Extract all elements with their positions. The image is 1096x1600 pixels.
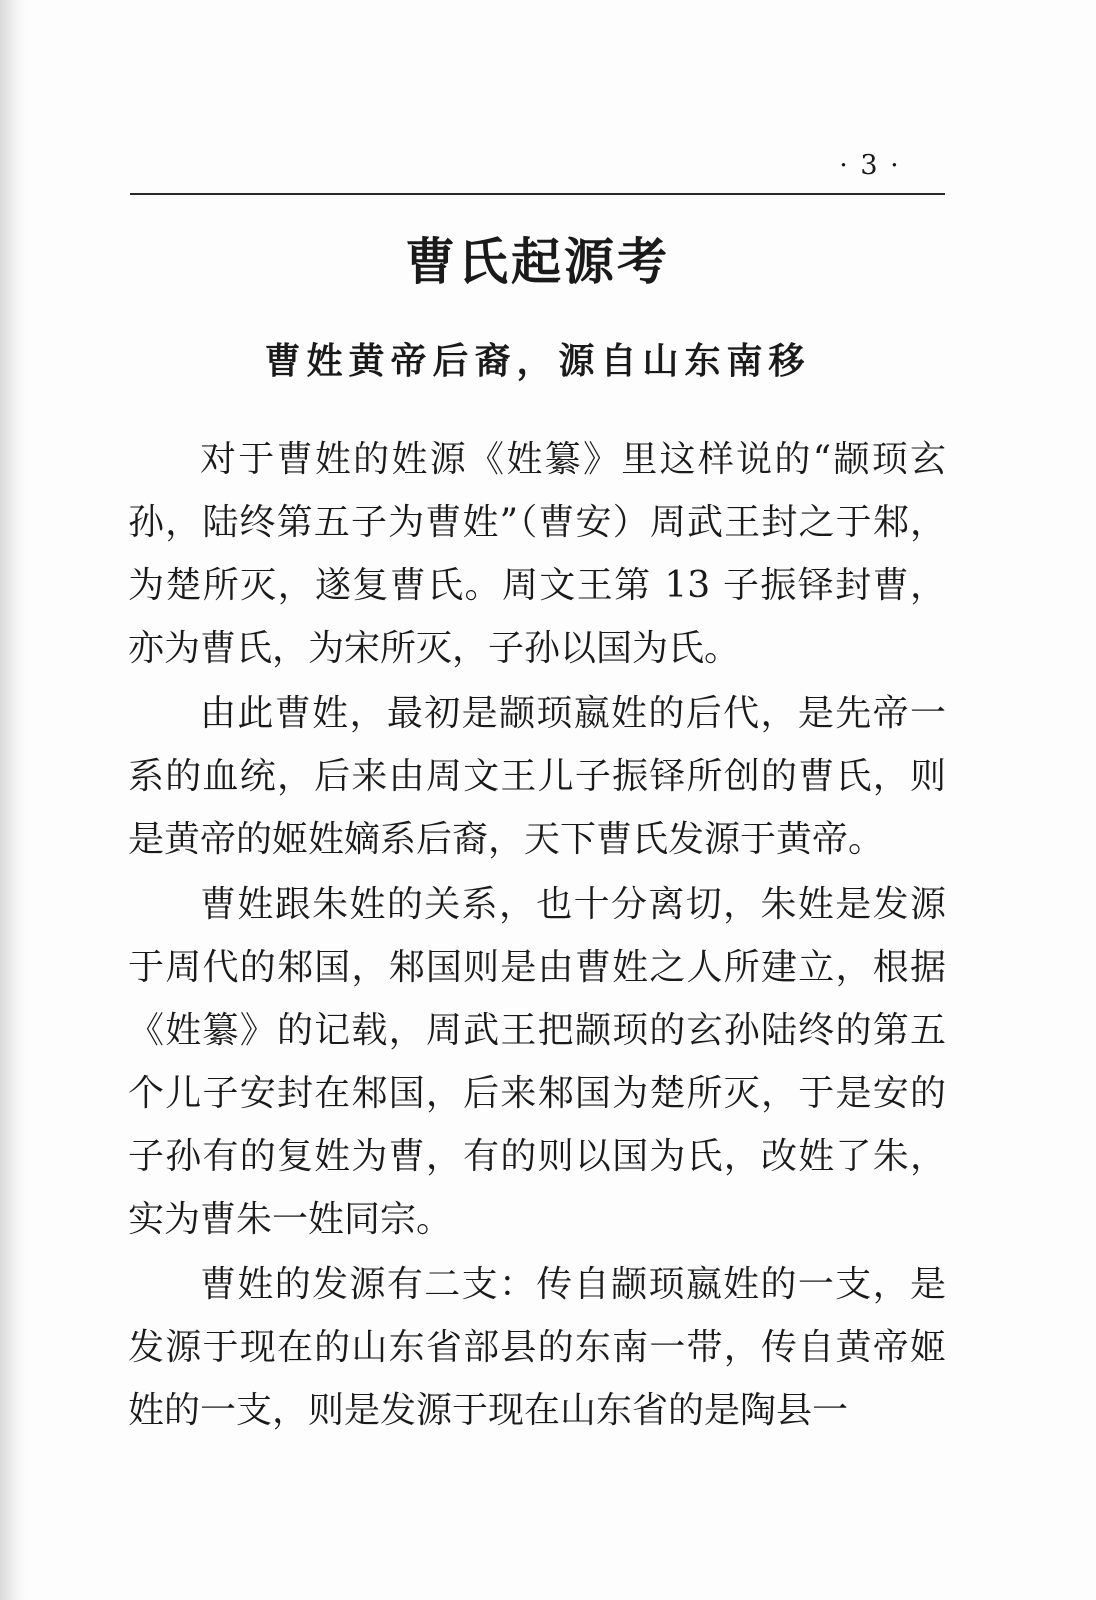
page-title: 曹氏起源考 [405,233,670,291]
page-subtitle: 曹姓黄帝后裔，源自山东南移 [264,340,811,382]
paragraph-2: 由此曹姓，最初是颛顼嬴姓的后代，是先帝一系的血统，后来由周文王儿子振铎所创的曹氏，则是黄帝的姬姓嫡系后裔，天下曹氏发源于黄帝。 [128,693,946,860]
page-edge-shadow [0,0,26,1600]
paragraph-1: 对于曹姓的姓源《姓纂》里这样说的“颛顼玄孙，陆终第五子为曹姓”（曹安）周武王封之于邾，为楚所灭，遂复曹氏。周文王第 13 子振铎封曹，亦为曹氏，为宋所灭，子孙以国为氏。 [128,439,946,669]
paragraph-4: 曹姓的发源有二支：传自颛顼嬴姓的一支，是发源于现在的山东省部县的东南一带，传自黄帝姬姓的一支，则是发源于现在山东省的是陶县一 [128,1264,946,1431]
header-rule [130,193,945,195]
page-number: · 3 · [839,150,901,181]
article-body [128,428,946,1444]
paragraph-3: 曹姓跟朱姓的关系，也十分离切，朱姓是发源于周代的邾国，邾国则是由曹姓之人所建立，根据《姓纂》的记载，周武王把颛顼的玄孙陆终的第五个儿子安封在邾国，后来邾国为楚所灭，于是安的子孙有的复姓为曹，有的则以国为氏，改姓了朱，实为曹朱一姓同宗。 [128,884,946,1240]
